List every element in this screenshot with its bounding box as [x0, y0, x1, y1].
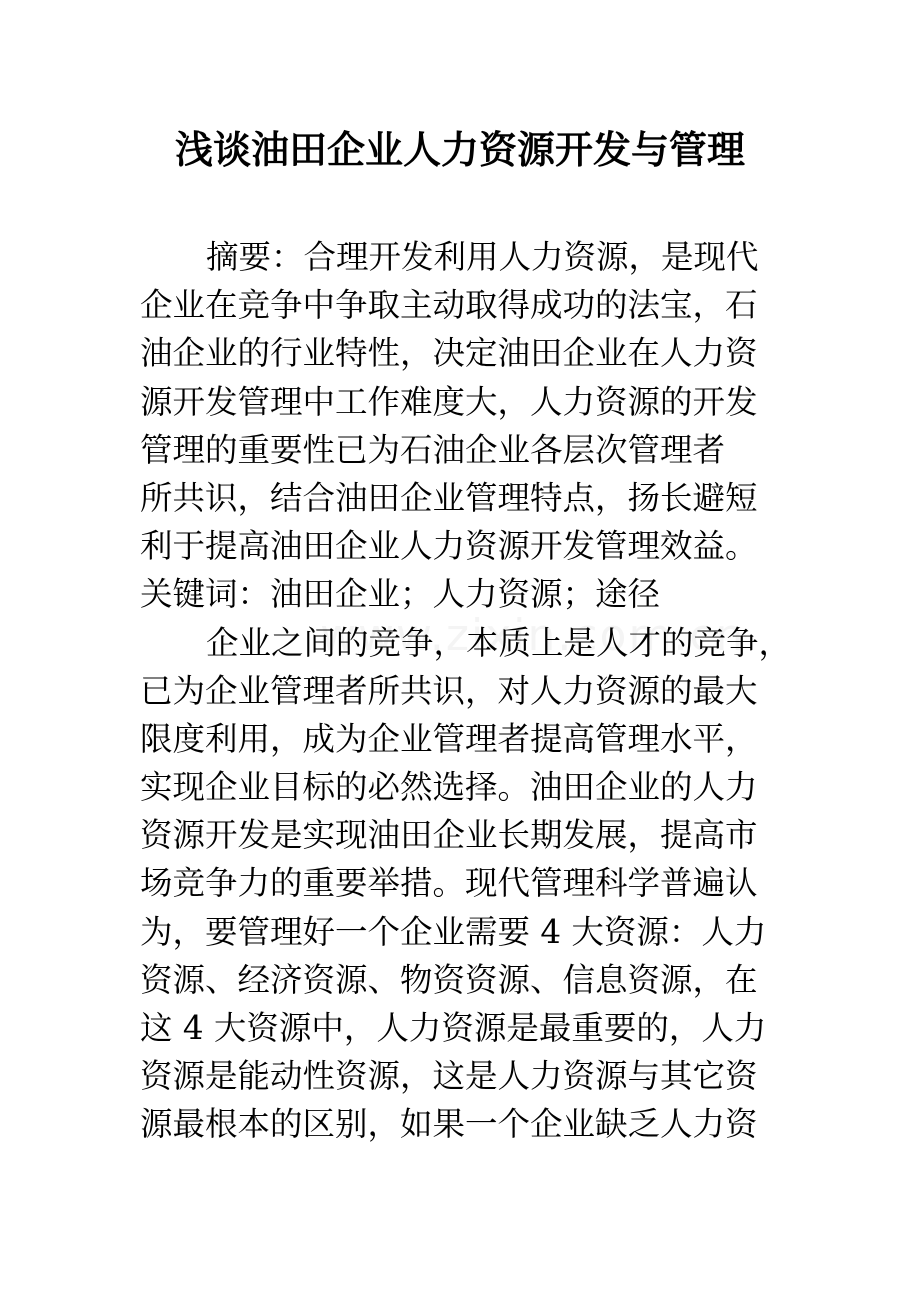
text-line: 源开发管理中工作难度大，人力资源的开发 [140, 382, 758, 421]
text-line: 摘要：合理开发利用人力资源，是现代 [206, 238, 759, 276]
text-line: 限度利用，成为企业管理者提高管理水平， [140, 719, 758, 758]
text-line: 资源是能动性资源，这是人力资源与其它资 [140, 1057, 758, 1096]
text-line: 资源开发是实现油田企业长期发展，提高市 [140, 816, 758, 855]
text-line: 企业在竞争中争取主动取得成功的法宝，石 [140, 286, 758, 325]
document-body [140, 233, 800, 1149]
text-line: 为，要管理好一个企业需要 4 大资源：人力 [140, 912, 767, 951]
text-line: 这 4 大资源中，人力资源是最重要的，人力 [140, 1009, 767, 1047]
text-line: 企业之间的竞争，本质上是人才的竞争， [206, 623, 792, 662]
text-line: 利于提高油田企业人力资源开发管理效益。 [140, 527, 758, 566]
text-line: 所共识，结合油田企业管理特点，扬长避短 [140, 478, 758, 517]
text-line: 实现企业目标的必然选择。油田企业的人力 [140, 768, 758, 807]
text-line: 油企业的行业特性，决定油田企业在人力资 [140, 334, 758, 373]
page-title: 浅谈油田企业人力资源开发与管理 [174, 128, 745, 172]
text-line: 源最根本的区别，如果一个企业缺乏人力资 [140, 1105, 758, 1144]
text-line: 场竞争力的重要举措。现代管理科学普遍认 [140, 864, 758, 903]
text-line: 已为企业管理者所共识，对人力资源的最大 [140, 671, 758, 710]
text-line: 管理的重要性已为石油企业各层次管理者 [140, 430, 726, 469]
text-line: 资源、经济资源、物资资源、信息资源，在 [140, 960, 758, 999]
keywords-line: 关键词：油田企业；人力资源；途径 [140, 575, 661, 614]
